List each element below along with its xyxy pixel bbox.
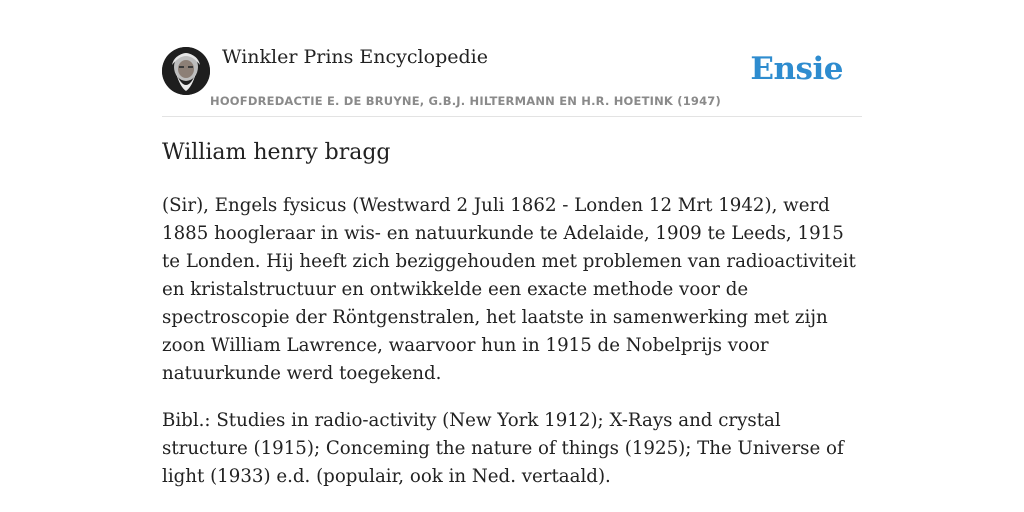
article-container: [162, 0, 862, 487]
source-header: [162, 0, 862, 117]
brand-logo[interactable]: Ensie: [750, 51, 843, 87]
portrait-image: [162, 47, 210, 95]
source-editors: HOOFDREDACTIE E. DE BRUYNE, G.B.J. HILTERMANN EN H.R. HOETINK (1947): [210, 94, 721, 108]
entry-bibliography: Bibl.: Studies in radio-activity (New York 1912); X-Rays and crystal structure (1915); Conceming the nature of things (1925); The Universe of light (1933) e.d. (populair, ook in Ned. vertaald).: [162, 410, 844, 487]
entry-body: [162, 192, 864, 510]
entry-paragraph: (Sir), Engels fysicus (Westward 2 Juli 1862 - Londen 12 Mrt 1942), werd 1885 hoogleraar in wis- en natuurkunde te Adelaide, 1909 te Leeds, 1915 te Londen. Hij heeft zich beziggehouden met problemen van radioactiviteit en kristalstructuur en ontwikkelde een exacte methode voor de spectroscopie der Röntgenstralen, het laatste in samenwerking met zijn zoon William Lawrence, waarvoor hun in 1915 de Nobelprijs voor natuurkunde werd toegekend.: [162, 195, 856, 384]
source-title[interactable]: Winkler Prins Encyclopedie: [222, 46, 488, 68]
entry-title: William henry bragg: [162, 140, 391, 165]
source-avatar[interactable]: [162, 47, 210, 95]
